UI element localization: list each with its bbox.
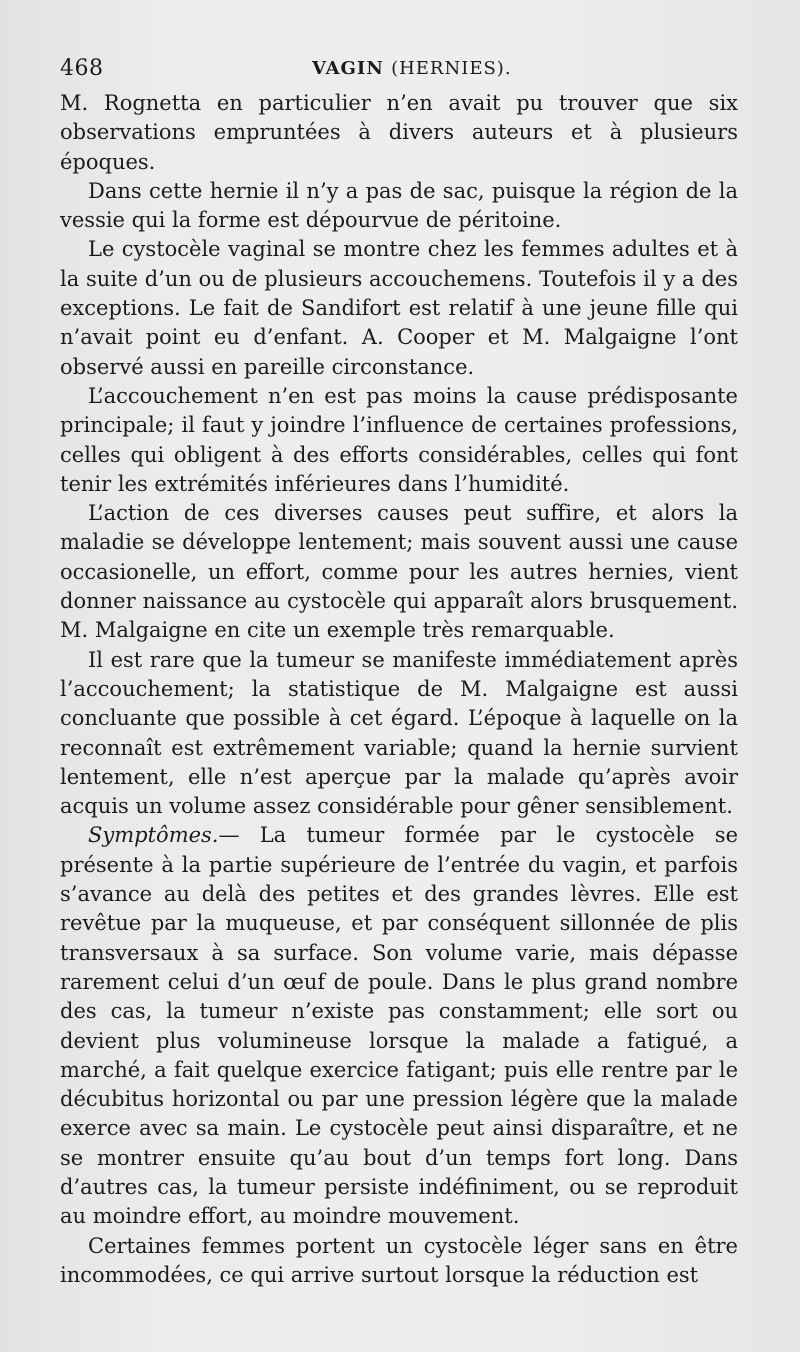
paragraph-5: L’action de ces diverses causes peut suffire, et alors la maladie se développe lentement; mais souvent aussi une cause occasionelle, un effort, comme pour les autres hernies, vient donner naissance au cystocèle qui apparaît alors brusquement. M. Malgaigne en cite un exemple très remarquable. — [60, 501, 738, 643]
section-label-symptomes: Symptômes. — [88, 823, 219, 848]
paragraph-1: M. Rognetta en particulier n’en avait pu trouver que six observations empruntées à divers auteurs et à plusieurs époques. — [60, 91, 738, 174]
body-text — [60, 89, 738, 1290]
paragraph-3: Le cystocèle vaginal se montre chez les femmes adultes et à la suite d’un ou de plusieurs accouchemens. Toutefois il y a des exceptions. Le fait de Sandifort est relatif à une jeune fille qui n’avait point eu d’enfant. A. Cooper et M. Malgaigne l’ont observé aussi en pareille circonstance. — [60, 237, 738, 379]
page-header — [60, 56, 736, 86]
running-head — [312, 58, 512, 79]
paragraph-2: Dans cette hernie il n’y a pas de sac, puisque la région de la vessie qui la forme est dépourvue de péritoine. — [60, 178, 738, 233]
paragraph-4: L’accouchement n’en est pas moins la cause prédisposante principale; il faut y joindre l’influence de certaines professions, celles qui obligent à des efforts considérables, celles qui font tenir les extrémités inférieures dans l’humidité. — [60, 383, 738, 496]
paragraph-7 — [60, 821, 738, 1231]
running-head-sub: (HERNIES). — [391, 58, 512, 79]
paragraph-7-text: — La tumeur formée par le cystocèle se présente à la partie supérieure de l’entrée du vagin, et parfois s’avance au delà des petites et des grandes lèvres. Elle est revêtue par la muqueuse, et par conséquent sillonnée de plis transversaux à sa surface. Son volume varie, mais dépasse rarement celui d’un œuf de poule. Dans le plus grand nombre des cas, la tumeur n’existe pas constamment; elle sort ou devient plus volumineuse lorsque la malade a fatigué, a marché, a fait quelque exercice fatigant; puis elle rentre par le décubitus horizontal ou par une pression légère que la malade exerce avec sa main. Le cystocèle peut ainsi disparaître, et ne se montrer ensuite qu’au bout d’un temps fort long. Dans d’autres cas, la tumeur persiste indéfiniment, ou se reproduit au moindre effort, au moindre mouvement. — [60, 823, 738, 1229]
paragraph-8: Certaines femmes portent un cystocèle léger sans en être incommodées, ce qui arrive surtout lorsque la réduction est — [60, 1233, 738, 1287]
running-head-main: VAGIN — [312, 58, 384, 79]
page-number: 468 — [60, 56, 104, 81]
paragraph-6: Il est rare que la tumeur se manifeste immédiatement après l’accouchement; la statistique de M. Malgaigne est aussi concluante que possible à cet égard. L’époque à laquelle on la reconnaît est extrêmement variable; quand la hernie survient lentement, elle n’est aperçue par la malade qu’après avoir acquis un volume assez considérable pour gêner sensiblement. — [60, 647, 738, 819]
